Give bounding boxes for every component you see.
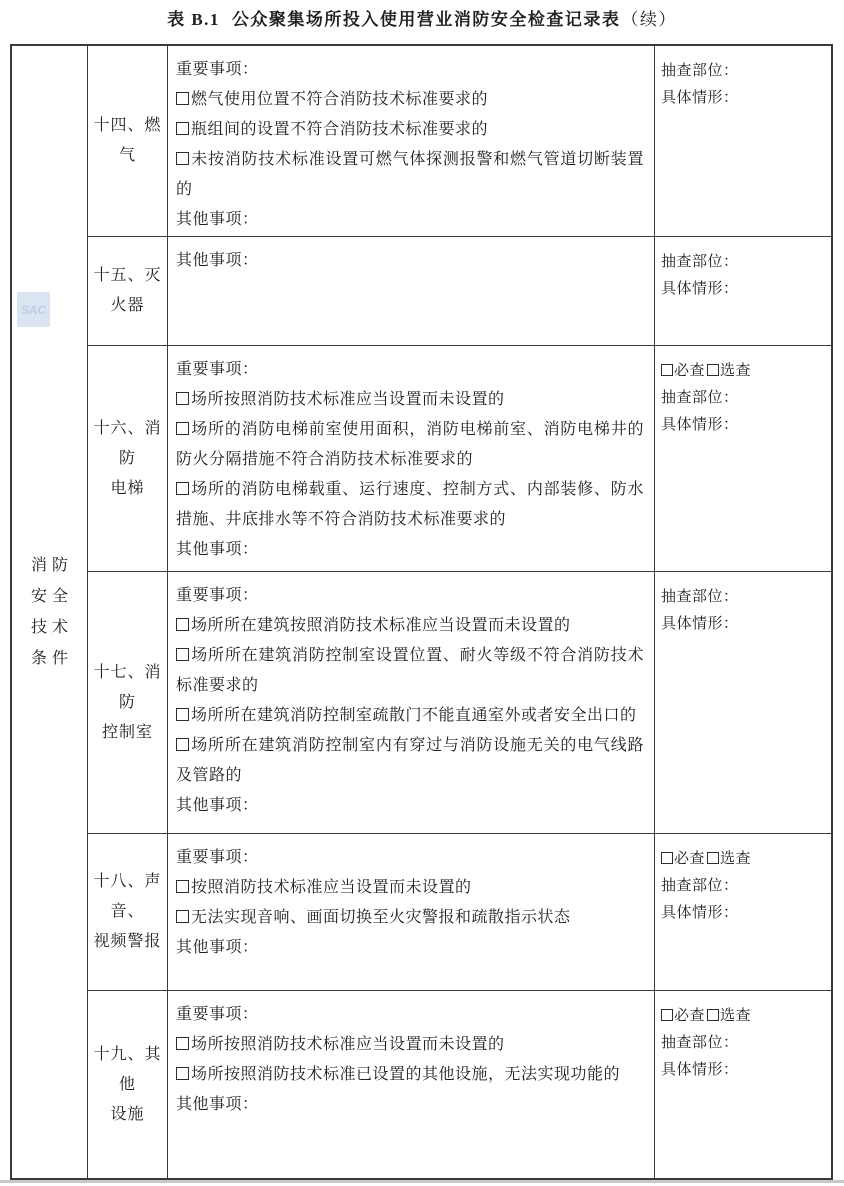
title-continued-mark: （续） <box>621 10 677 29</box>
content-line-text: 场所所在建筑消防控制室内有穿过与消防设施无关的电气线路及管路的 <box>176 737 644 784</box>
content-line <box>176 385 644 415</box>
row-label-16-fire-elevator <box>88 346 168 572</box>
content-line-text: 场所按照消防技术标准已设置的其他设施，无法实现功能的 <box>191 1066 621 1083</box>
row-label-line: 十七、消防 <box>93 663 162 711</box>
content-line-text: 场所按照消防技术标准应当设置而未设置的 <box>191 391 505 408</box>
content-line-text: 场所按照消防技术标准应当设置而未设置的 <box>191 1036 505 1053</box>
optional-check-label: 选查 <box>720 363 752 379</box>
side-header-cell <box>12 46 88 1178</box>
content-line <box>176 145 644 205</box>
content-line <box>176 535 644 565</box>
content-line-text: 重要事项： <box>176 849 259 866</box>
content-line-text: 瓶组间的设置不符合消防技术标准要求的 <box>191 121 489 138</box>
row-label-line: 火器 <box>110 297 145 314</box>
checkbox-icon[interactable] <box>176 880 189 893</box>
checkbox-icon[interactable] <box>176 618 189 631</box>
content-cell-14 <box>168 46 655 237</box>
content-line <box>176 701 644 731</box>
content-line <box>176 843 644 873</box>
side-header-line: 技术 <box>30 619 73 636</box>
inspect-line: 具体情形： <box>661 417 739 433</box>
content-line <box>176 246 644 276</box>
checkbox-icon[interactable] <box>176 392 189 405</box>
content-line-text: 其他事项： <box>176 939 259 956</box>
row-label-line: 十八、声音、 <box>93 873 162 920</box>
content-line <box>176 611 644 641</box>
content-line <box>176 933 644 963</box>
inspection-table <box>10 44 833 1180</box>
checkbox-icon[interactable] <box>661 364 673 376</box>
checkbox-icon[interactable] <box>707 1009 719 1021</box>
inspect-line: 具体情形： <box>661 905 739 921</box>
checkbox-icon[interactable] <box>176 122 189 135</box>
content-line-text: 场所的消防电梯载重、运行速度、控制方式、内部装修、防水措施、井底排水等不符合消防技术标准要求的 <box>176 481 644 528</box>
row-label-line: 电梯 <box>110 479 145 497</box>
content-line <box>176 415 644 475</box>
checkbox-icon[interactable] <box>176 738 189 751</box>
checkbox-icon[interactable] <box>176 422 189 435</box>
content-line-text: 燃气使用位置不符合消防技术标准要求的 <box>191 91 489 108</box>
inspect-line: 抽查部位： <box>661 254 739 270</box>
content-line-text: 场所所在建筑消防控制室设置位置、耐火等级不符合消防技术标准要求的 <box>176 647 644 694</box>
content-cell-18 <box>168 834 655 991</box>
page-title <box>0 5 844 30</box>
inspect-line: 抽查部位： <box>661 63 739 79</box>
content-line-text: 未按消防技术标准设置可燃气体探测报警和燃气管道切断装置的 <box>176 151 644 198</box>
content-line <box>176 355 644 385</box>
content-line <box>176 641 644 701</box>
content-line-text: 无法实现音响、画面切换至火灾警报和疏散指示状态 <box>191 909 571 926</box>
content-line-text: 其他事项： <box>176 252 259 269</box>
checkbox-icon[interactable] <box>176 1037 189 1050</box>
content-line <box>176 873 644 903</box>
row-label-line: 十四、燃气 <box>93 117 162 164</box>
checkbox-icon[interactable] <box>176 152 189 165</box>
check-options-line <box>661 1003 825 1030</box>
checkbox-icon[interactable] <box>176 482 189 495</box>
inspect-line: 具体情形： <box>661 616 739 632</box>
row-label-19-other-facilities <box>88 991 168 1178</box>
content-line <box>176 55 644 85</box>
content-line-text: 场所的消防电梯前室使用面积，消防电梯前室、消防电梯井的防火分隔措施不符合消防技术标准要求的 <box>176 421 644 468</box>
checkbox-icon[interactable] <box>661 852 673 864</box>
content-line <box>176 85 644 115</box>
checkbox-icon[interactable] <box>661 1009 673 1021</box>
row-label-line: 十五、灭 <box>93 267 162 284</box>
inspect-line: 抽查部位： <box>661 878 739 894</box>
inspect-cell-18 <box>655 834 831 991</box>
row-label-line: 视频警报 <box>93 933 162 950</box>
inspect-cell-17 <box>655 572 831 834</box>
inspect-line: 抽查部位： <box>661 589 739 605</box>
row-label-14-gas <box>88 46 168 237</box>
must-check-label: 必查 <box>674 363 706 379</box>
content-line-text: 按照消防技术标准应当设置而未设置的 <box>191 879 472 896</box>
checkbox-icon[interactable] <box>176 92 189 105</box>
content-line-text: 其他事项： <box>176 211 259 228</box>
checkbox-icon[interactable] <box>176 708 189 721</box>
content-cell-15 <box>168 237 655 346</box>
title-main: 公众聚集场所投入使用营业消防安全检查记录表 <box>231 10 621 29</box>
content-line <box>176 1030 644 1060</box>
content-line-text: 重要事项： <box>176 1006 259 1023</box>
checkbox-icon[interactable] <box>707 852 719 864</box>
content-line <box>176 581 644 611</box>
inspect-line: 抽查部位： <box>661 1035 739 1051</box>
optional-check-label: 选查 <box>720 851 752 867</box>
row-label-15-extinguisher <box>88 237 168 346</box>
content-line <box>176 1000 644 1030</box>
content-line <box>176 205 644 235</box>
row-label-line: 十九、其他 <box>93 1045 162 1093</box>
content-line <box>176 1090 644 1120</box>
row-label-line: 设施 <box>110 1105 145 1123</box>
content-line <box>176 115 644 145</box>
checkbox-icon[interactable] <box>176 1067 189 1080</box>
content-line <box>176 1060 644 1090</box>
content-line-text: 场所所在建筑消防控制室疏散门不能直通室外或者安全出口的 <box>191 707 637 724</box>
optional-check-label: 选查 <box>720 1008 752 1024</box>
content-line-text: 场所所在建筑按照消防技术标准应当设置而未设置的 <box>191 617 571 634</box>
content-line-text: 重要事项： <box>176 361 259 378</box>
title-table-number: 表 B.1 <box>167 10 220 29</box>
inspect-line: 具体情形： <box>661 90 739 106</box>
checkbox-icon[interactable] <box>707 364 719 376</box>
must-check-label: 必查 <box>674 851 706 867</box>
content-line-text: 其他事项： <box>176 541 259 558</box>
content-cell-16 <box>168 346 655 572</box>
checkbox-icon[interactable] <box>176 910 189 923</box>
content-line-text: 重要事项： <box>176 587 259 604</box>
inspect-line: 具体情形： <box>661 1062 739 1078</box>
inspect-cell-19 <box>655 991 831 1178</box>
check-options-line <box>661 358 825 385</box>
inspect-line: 抽查部位： <box>661 390 739 406</box>
inspect-line: 具体情形： <box>661 281 739 297</box>
inspect-cell-14 <box>655 46 831 237</box>
content-line-text: 重要事项： <box>176 61 259 78</box>
check-options-line <box>661 846 825 873</box>
must-check-label: 必查 <box>674 1008 706 1024</box>
content-line-text: 其他事项： <box>176 1096 259 1113</box>
sac-watermark-logo: SAC <box>17 292 50 327</box>
content-line <box>176 903 644 933</box>
content-line <box>176 475 644 535</box>
content-line <box>176 791 644 821</box>
checkbox-icon[interactable] <box>176 648 189 661</box>
row-label-18-audio-video-alarm <box>88 834 168 991</box>
content-line-text: 其他事项： <box>176 797 259 814</box>
side-header-line: 条件 <box>30 650 73 667</box>
row-label-line: 十六、消防 <box>93 419 162 467</box>
page-bottom-edge <box>0 1180 844 1183</box>
side-header-line: 安全 <box>30 588 73 605</box>
row-label-line: 控制室 <box>101 723 153 741</box>
content-cell-19 <box>168 991 655 1178</box>
content-line <box>176 731 644 791</box>
content-cell-17 <box>168 572 655 834</box>
row-label-17-control-room <box>88 572 168 834</box>
inspect-cell-15 <box>655 237 831 346</box>
side-header-line: 消防 <box>30 557 73 574</box>
inspect-cell-16 <box>655 346 831 572</box>
